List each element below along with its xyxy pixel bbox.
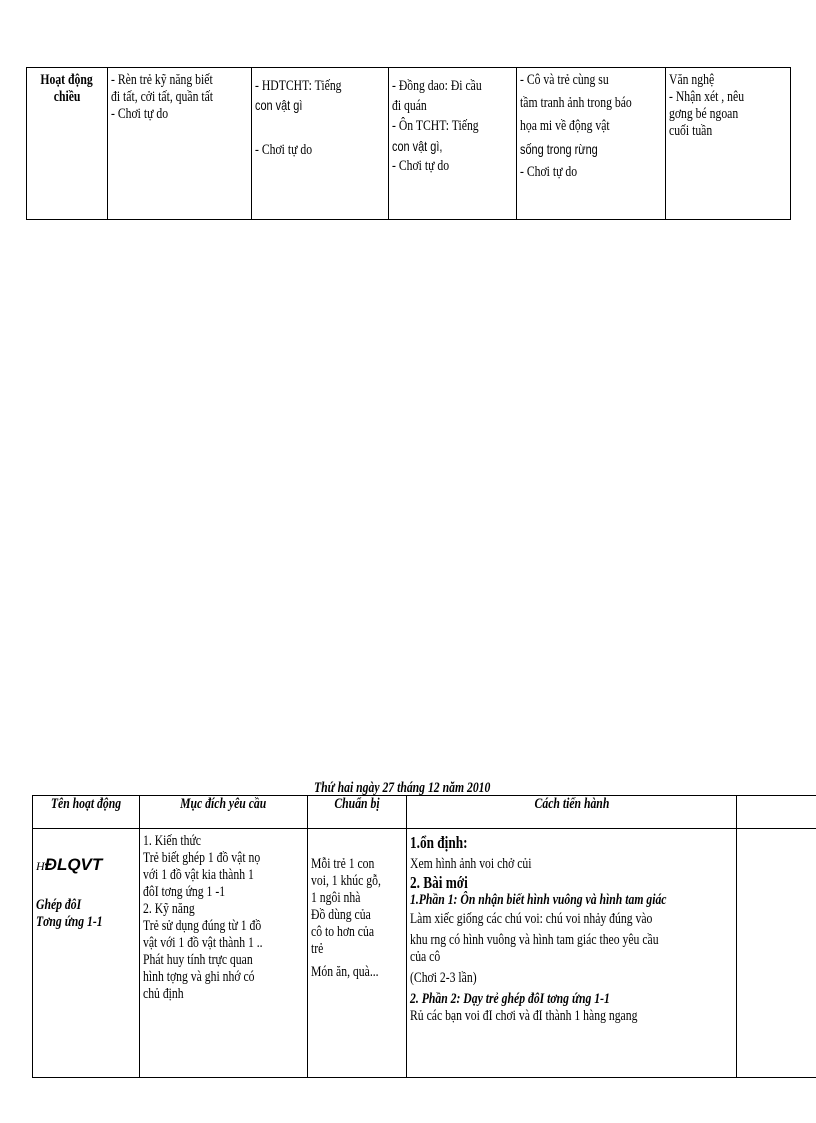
cell-line: con vật gì, (392, 138, 443, 154)
header-extra (737, 796, 816, 829)
header-prepare (308, 796, 407, 829)
cell-line: họa mi về động vật (520, 118, 610, 134)
cell-line: cô to hơn của (311, 924, 375, 940)
header-text: Mục đích yêu cầu (180, 796, 267, 812)
purpose-cell (140, 829, 308, 1078)
cell-line: 2. Phần 2: Dạy trẻ ghép đôI tơng ứng 1-1 (410, 991, 610, 1007)
cell-line: Phát huy tính trực quan (143, 952, 253, 968)
cell-line: vật với 1 đồ vật thành 1 .. (143, 935, 263, 951)
cell-line: - Rèn trẻ kỹ năng biết (111, 72, 213, 88)
cell-line: tầm tranh ảnh trong báo (520, 95, 632, 111)
procedure-cell (407, 829, 737, 1078)
activity-name-line: Ghép đôI (36, 897, 82, 913)
lesson-plan-table (32, 795, 816, 1078)
cell-line: Trẻ biết ghép 1 đồ vật nọ (143, 850, 261, 866)
cell-line: chủ định (143, 986, 184, 1002)
cell-line: 1 ngôi nhà (311, 890, 361, 906)
table-row (27, 68, 791, 220)
cell-line: con vật gì (255, 97, 303, 113)
cell-line: - Chơi tự do (392, 158, 450, 174)
header-activity-name (33, 796, 140, 829)
cell-line: (Chơi 2-3 lần) (410, 970, 477, 986)
cell-line: - Chơi tự do (520, 164, 578, 180)
row-header-line: chiều (53, 89, 81, 105)
rhyme-cell (389, 68, 517, 220)
activity-code (36, 855, 136, 877)
row-header-line: Hoạt động (40, 72, 94, 88)
header-text: Cách tiến hành (534, 796, 609, 812)
cell-line: Trẻ sử dụng đúng từ 1 đồ (143, 918, 262, 934)
table-header-row (33, 796, 816, 829)
cell-line: đi quán (392, 98, 427, 114)
skill-cell (108, 68, 252, 220)
header-procedure (407, 796, 737, 829)
cell-line: Mỗi trẻ 1 con (311, 856, 375, 872)
cell-line: 1.ổn định: (410, 833, 468, 852)
cell-line: 2. Bài mới (410, 873, 468, 892)
cell-line: đi tất, cởi tất, quần tất (111, 89, 214, 105)
activity-cell (33, 829, 140, 1078)
header-purpose (140, 796, 308, 829)
cell-line: - Ôn TCHT: Tiếng (392, 118, 479, 134)
cell-line: Rủ các bạn voi đI chơi và đI thành 1 hàng ngang (410, 1008, 638, 1024)
activity-name-line: Tơng ứng 1-1 (36, 914, 103, 930)
cell-line: - Chơi tự do (255, 142, 313, 158)
cell-line: - HDTCHT: Tiếng (255, 78, 342, 94)
page-title-text: Thứ hai ngày 27 tháng 12 năm 2010 (314, 780, 491, 796)
cell-line: - Chơi tự do (111, 106, 169, 122)
cell-line: Xem hình ảnh voi chở củi (410, 856, 532, 872)
cell-line: 1.Phần 1: Ôn nhận biết hình vuông và hình tam giác (410, 892, 667, 908)
game-cell (252, 68, 389, 220)
cell-line: 2. Kỹ năng (143, 901, 195, 917)
cell-line: Làm xiếc giống các chú voi: chú voi nhảy đúng vào (410, 911, 653, 927)
review-cell (666, 68, 791, 220)
cell-line: gơng bé ngoan (669, 106, 739, 122)
picture-cell (517, 68, 666, 220)
table-row (33, 829, 816, 1078)
activity-code-text: ĐLQVT (44, 855, 103, 874)
cell-line: Văn nghệ (669, 72, 715, 88)
activity-code-prefix: H (36, 859, 45, 873)
cell-line: Đồ dùng của (311, 907, 371, 923)
top-activity-table (26, 67, 791, 220)
cell-line: của cô (410, 949, 441, 965)
cell-line: 1. Kiến thức (143, 833, 202, 849)
cell-line: hình tợng và ghi nhớ có (143, 969, 255, 985)
cell-line: khu rng có hình vuông và hình tam giác theo yêu cầu (410, 932, 659, 948)
cell-line: - Đồng dao: Đi cầu (392, 78, 482, 94)
cell-line: cuối tuần (669, 123, 713, 139)
prepare-cell (308, 829, 407, 1078)
extra-cell (737, 829, 816, 1078)
cell-line: với 1 đồ vật kia thành 1 (143, 867, 254, 883)
cell-line: đôI tơng ứng 1 -1 (143, 884, 226, 900)
cell-line: Món ăn, quà... (311, 964, 379, 980)
header-text: Tên hoạt động (50, 796, 122, 812)
header-text: Chuẩn bị (334, 796, 380, 812)
cell-line: sống trong rừng (520, 141, 598, 157)
cell-line: trẻ (311, 941, 324, 957)
row-header-cell (27, 68, 108, 220)
cell-line: - Nhận xét , nêu (669, 89, 745, 105)
cell-line: voi, 1 khúc gỗ, (311, 873, 381, 889)
cell-line: - Cô và trẻ cùng su (520, 72, 609, 88)
